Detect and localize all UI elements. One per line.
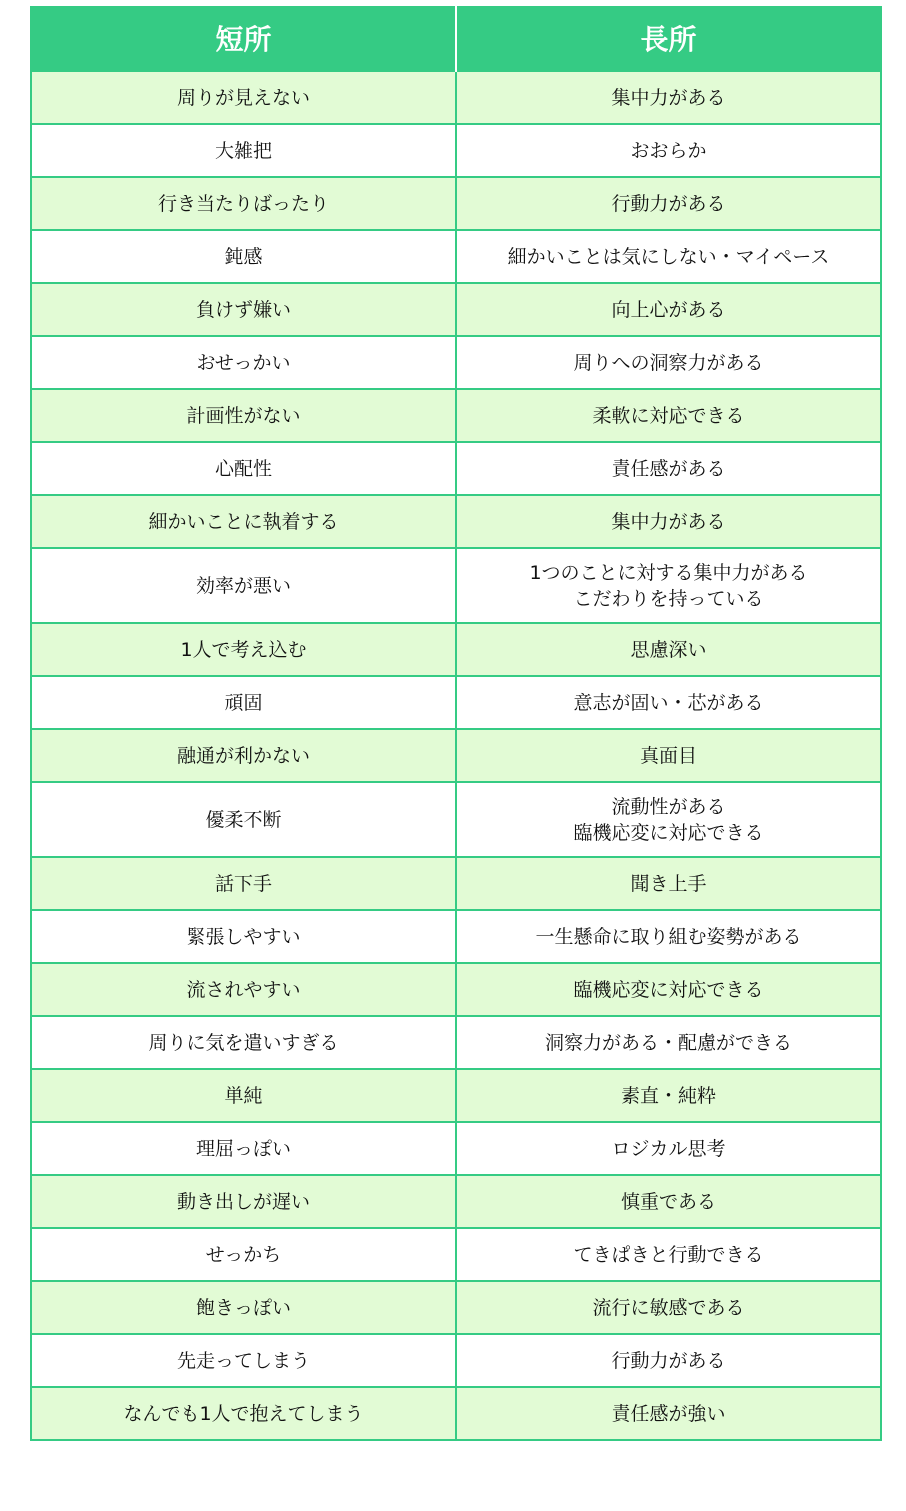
pros-cell	[456, 1281, 881, 1334]
cons-cell: 単純	[31, 1069, 456, 1122]
table-row	[31, 1016, 881, 1069]
pros-line: 流行に敏感である	[592, 1296, 745, 1319]
cons-cell: 融通が利かない	[31, 729, 456, 782]
table-row	[31, 124, 881, 177]
pros-line: 集中力がある	[611, 510, 726, 533]
table-row	[31, 910, 881, 963]
pros-cell	[456, 495, 881, 548]
cons-cell: 流されやすい	[31, 963, 456, 1016]
table-row	[31, 1069, 881, 1122]
table-row	[31, 442, 881, 495]
table-header-row	[31, 6, 881, 71]
cons-cell: 動き出しが遅い	[31, 1175, 456, 1228]
table-row	[31, 1122, 881, 1175]
table-row	[31, 283, 881, 336]
pros-line: 洞察力がある・配慮ができる	[544, 1031, 792, 1054]
pros-cell	[456, 1228, 881, 1281]
pros-line: 臨機応変に対応できる	[573, 821, 764, 844]
table-row	[31, 495, 881, 548]
table-row	[31, 963, 881, 1016]
cons-cell: 周りに気を遣いすぎる	[31, 1016, 456, 1069]
cons-cell: 1人で考え込む	[31, 623, 456, 676]
cons-cell: 鈍感	[31, 230, 456, 283]
cons-cell: 負けず嫌い	[31, 283, 456, 336]
cons-pros-table-container	[30, 6, 880, 1441]
cons-cell: 大雑把	[31, 124, 456, 177]
table-row	[31, 729, 881, 782]
pros-cell	[456, 729, 881, 782]
table-row	[31, 1228, 881, 1281]
pros-cell	[456, 283, 881, 336]
pros-line: こだわりを持っている	[573, 587, 764, 610]
pros-line: 臨機応変に対応できる	[573, 978, 764, 1001]
pros-line: 周りへの洞察力がある	[573, 351, 764, 374]
pros-line: 向上心がある	[611, 298, 726, 321]
table-row	[31, 230, 881, 283]
table-row	[31, 389, 881, 442]
cons-cell: 話下手	[31, 857, 456, 910]
pros-cell	[456, 623, 881, 676]
table-row	[31, 548, 881, 623]
pros-cell	[456, 230, 881, 283]
pros-cell	[456, 782, 881, 857]
pros-cell	[456, 389, 881, 442]
pros-line: 集中力がある	[611, 86, 726, 109]
pros-line: 1つのことに対する集中力がある	[529, 561, 808, 584]
cons-cell: 優柔不断	[31, 782, 456, 857]
pros-line: 細かいことは気にしない・マイペース	[507, 245, 830, 268]
cons-cell: 行き当たりばったり	[31, 177, 456, 230]
pros-line: 行動力がある	[611, 1349, 726, 1372]
pros-line: 慎重である	[620, 1190, 716, 1213]
table-row	[31, 1334, 881, 1387]
cons-cell: おせっかい	[31, 336, 456, 389]
header-cons: 短所	[31, 6, 456, 71]
pros-cell	[456, 177, 881, 230]
cons-cell: 細かいことに執着する	[31, 495, 456, 548]
cons-cell: 計画性がない	[31, 389, 456, 442]
cons-pros-table	[30, 6, 882, 1441]
cons-cell: 周りが見えない	[31, 71, 456, 124]
cons-cell: 頑固	[31, 676, 456, 729]
pros-cell	[456, 442, 881, 495]
table-row	[31, 857, 881, 910]
cons-cell: 理屈っぽい	[31, 1122, 456, 1175]
pros-cell	[456, 336, 881, 389]
pros-line: 真面目	[639, 744, 697, 767]
pros-line: 行動力がある	[611, 192, 726, 215]
pros-line: ロジカル思考	[611, 1137, 726, 1160]
table-row	[31, 1387, 881, 1440]
pros-line: 思慮深い	[630, 638, 707, 661]
table-row	[31, 623, 881, 676]
pros-line: 責任感が強い	[611, 1402, 726, 1425]
cons-cell: 先走ってしまう	[31, 1334, 456, 1387]
pros-cell	[456, 1122, 881, 1175]
table-row	[31, 336, 881, 389]
table-row	[31, 1175, 881, 1228]
pros-line: 素直・純粋	[620, 1084, 716, 1107]
pros-line: 流動性がある	[611, 795, 726, 818]
pros-line: 柔軟に対応できる	[592, 404, 745, 427]
pros-line: 意志が固い・芯がある	[573, 691, 764, 714]
pros-line: 聞き上手	[630, 872, 707, 895]
pros-cell	[456, 1334, 881, 1387]
table-row	[31, 1281, 881, 1334]
pros-cell	[456, 124, 881, 177]
cons-cell: 飽きっぽい	[31, 1281, 456, 1334]
pros-cell	[456, 1016, 881, 1069]
pros-line: てきぱきと行動できる	[573, 1243, 764, 1266]
pros-line: おおらか	[630, 139, 707, 162]
table-row	[31, 782, 881, 857]
pros-cell	[456, 71, 881, 124]
cons-cell: 緊張しやすい	[31, 910, 456, 963]
pros-cell	[456, 676, 881, 729]
pros-cell	[456, 548, 881, 623]
pros-cell	[456, 1387, 881, 1440]
pros-cell	[456, 910, 881, 963]
pros-cell	[456, 857, 881, 910]
cons-cell: 効率が悪い	[31, 548, 456, 623]
table-row	[31, 177, 881, 230]
pros-cell	[456, 1069, 881, 1122]
cons-cell: 心配性	[31, 442, 456, 495]
header-pros: 長所	[456, 6, 881, 71]
table-row	[31, 71, 881, 124]
pros-line: 一生懸命に取り組む姿勢がある	[535, 925, 802, 948]
cons-cell: なんでも1人で抱えてしまう	[31, 1387, 456, 1440]
table-body	[31, 71, 881, 1440]
pros-cell	[456, 1175, 881, 1228]
table-row	[31, 676, 881, 729]
cons-cell: せっかち	[31, 1228, 456, 1281]
pros-cell	[456, 963, 881, 1016]
pros-line: 責任感がある	[611, 457, 726, 480]
